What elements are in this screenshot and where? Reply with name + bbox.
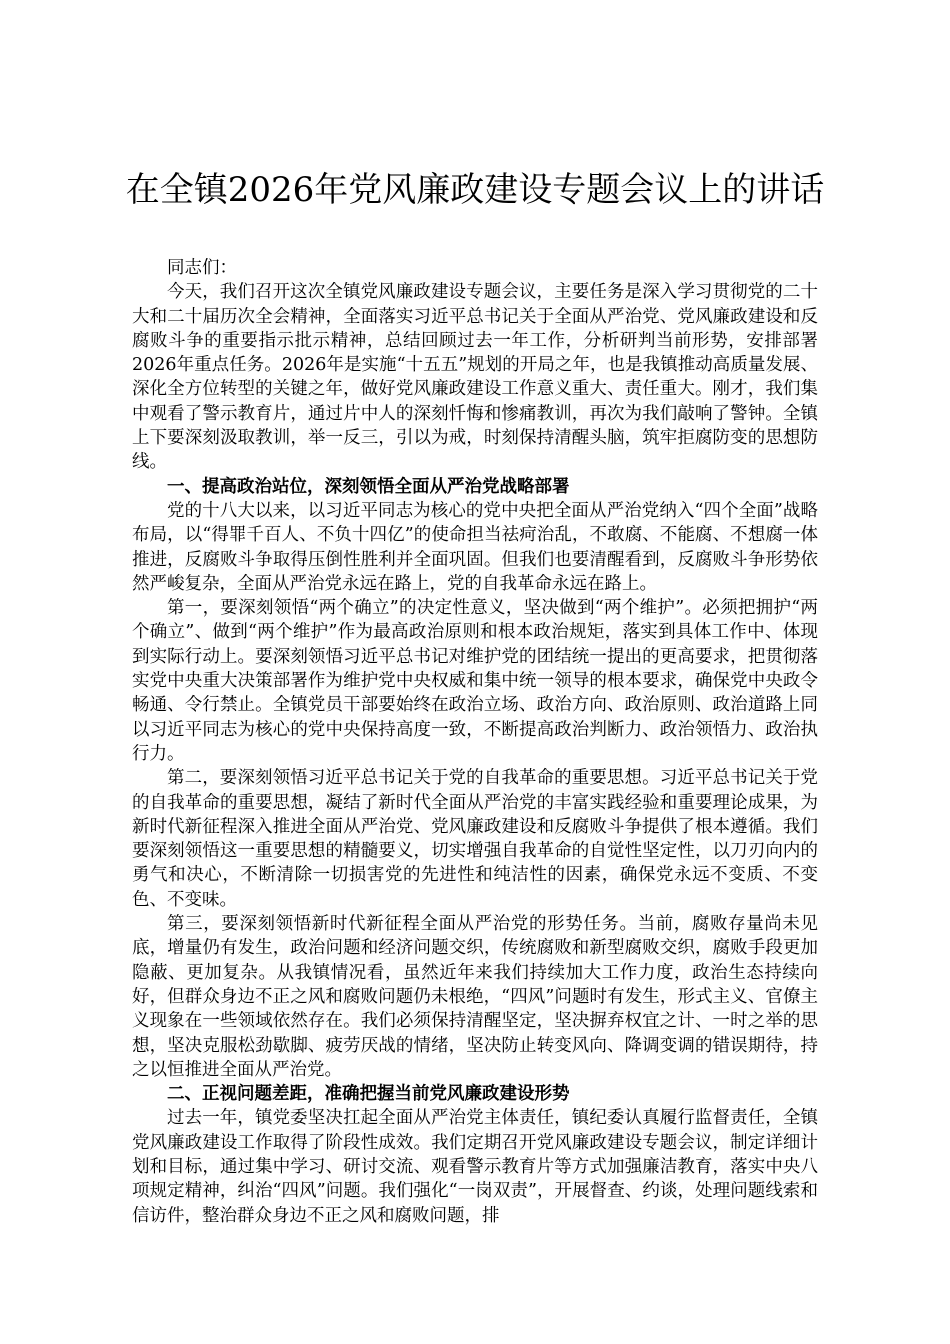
section-heading-2: 二、正视问题差距，准确把握当前党风廉政建设形势 (167, 1084, 570, 1105)
paragraph-third-point: 第三，要深刻领悟新时代新征程全面从严治党的形势任务。当前，腐败存量尚未见底，增量仍有发生，政治问题和经济问题交织，传统腐败和新型腐败交织，腐败手段更加隐蔽、更加复杂。从我镇情况看，虽然近年来我们持续加大工作力度，政治生态持续向好，但群众身边不正之风和腐败问题仍未根绝，“四风”问题时有发生，形式主义、官僚主义现象在一些领域依然存在。我们必须保持清醒坚定，坚决摒弃权宜之计、一时之举的思想，坚决克服松劲歇脚、疲劳厌战的情绪，坚决防止转变风向、降调变调的错误期待，持之以恒推进全面从严治党。 (132, 914, 818, 1080)
salutation: 同志们： (167, 258, 237, 278)
paragraph-first-point: 第一，要深刻领悟“两个确立”的决定性意义，坚决做到“两个维护”。必须把拥护“两个确立”、做到“两个维护”作为最高政治原则和根本政治规矩，落实到具体工作中、体现到实际行动上。要深刻领悟习近平总书记对维护党的团结统一提出的更高要求，把贯彻落实党中央重大决策部署作为维护党中央权威和集中统一领导的根本要求，确保党中央政令畅通、令行禁止。全镇党员干部要始终在政治立场、政治方向、政治原则、政治道路上同以习近平同志为核心的党中央保持高度一致，不断提高政治判断力、政治领悟力、政治执行力。 (132, 598, 818, 764)
document-title: 在全镇2026年党风廉政建设专题会议上的讲话 (125, 170, 825, 210)
document-body (132, 256, 818, 1228)
paragraph-section1-intro: 党的十八大以来，以习近平同志为核心的党中央把全面从严治党纳入“四个全面”战略布局，以“得罪千百人、不负十四亿”的使命担当祛疴治乱，不敢腐、不能腐、不想腐一体推进，反腐败斗争取得压倒性胜利并全面巩固。但我们也要清醒看到，反腐败斗争形势依然严峻复杂，全面从严治党永远在路上，党的自我革命永远在路上。 (132, 500, 818, 594)
paragraph-second-point: 第二，要深刻领悟习近平总书记关于党的自我革命的重要思想。习近平总书记关于党的自我革命的重要思想，凝结了新时代全面从严治党的丰富实践经验和重要理论成果，为新时代新征程深入推进全面从严治党、党风廉政建设和反腐败斗争提供了根本遵循。我们要深刻领悟这一重要思想的精髓要义，切实增强自我革命的自觉性坚定性，以刀刃向内的勇气和决心，不断清除一切损害党的先进性和纯洁性的因素，确保党永远不变质、不变色、不变味。 (132, 768, 818, 910)
paragraph-section2-intro: 过去一年，镇党委坚决扛起全面从严治党主体责任，镇纪委认真履行监督责任，全镇党风廉政建设工作取得了阶段性成效。我们定期召开党风廉政建设专题会议，制定详细计划和目标，通过集中学习、研讨交流、观看警示教育片等方式加强廉洁教育，落实中央八项规定精神，纠治“四风”问题。我们强化“一岗双责”，开展督查、约谈，处理问题线索和信访件，整治群众身边不正之风和腐败问题，排 (132, 1108, 818, 1226)
section-heading-1: 一、提高政治站位，深刻领悟全面从严治党战略部署 (167, 476, 570, 497)
paragraph-intro: 今天，我们召开这次全镇党风廉政建设专题会议，主要任务是深入学习贯彻党的二十大和二十届历次全会精神，全面落实习近平总书记关于全面从严治党、党风廉政建设和反腐败斗争的重要指示批示精神，总结回顾过去一年工作，分析研判当前形势，安排部署2026年重点任务。2026年是实施“十五五”规划的开局之年，也是我镇推动高质量发展、深化全方位转型的关键之年，做好党风廉政建设工作意义重大、责任重大。刚才，我们集中观看了警示教育片，通过片中人的深刻忏悔和惨痛教训，再次为我们敲响了警钟。全镇上下要深刻汲取教训，举一反三，引以为戒，时刻保持清醒头脑，筑牢拒腐防变的思想防线。 (132, 282, 818, 473)
